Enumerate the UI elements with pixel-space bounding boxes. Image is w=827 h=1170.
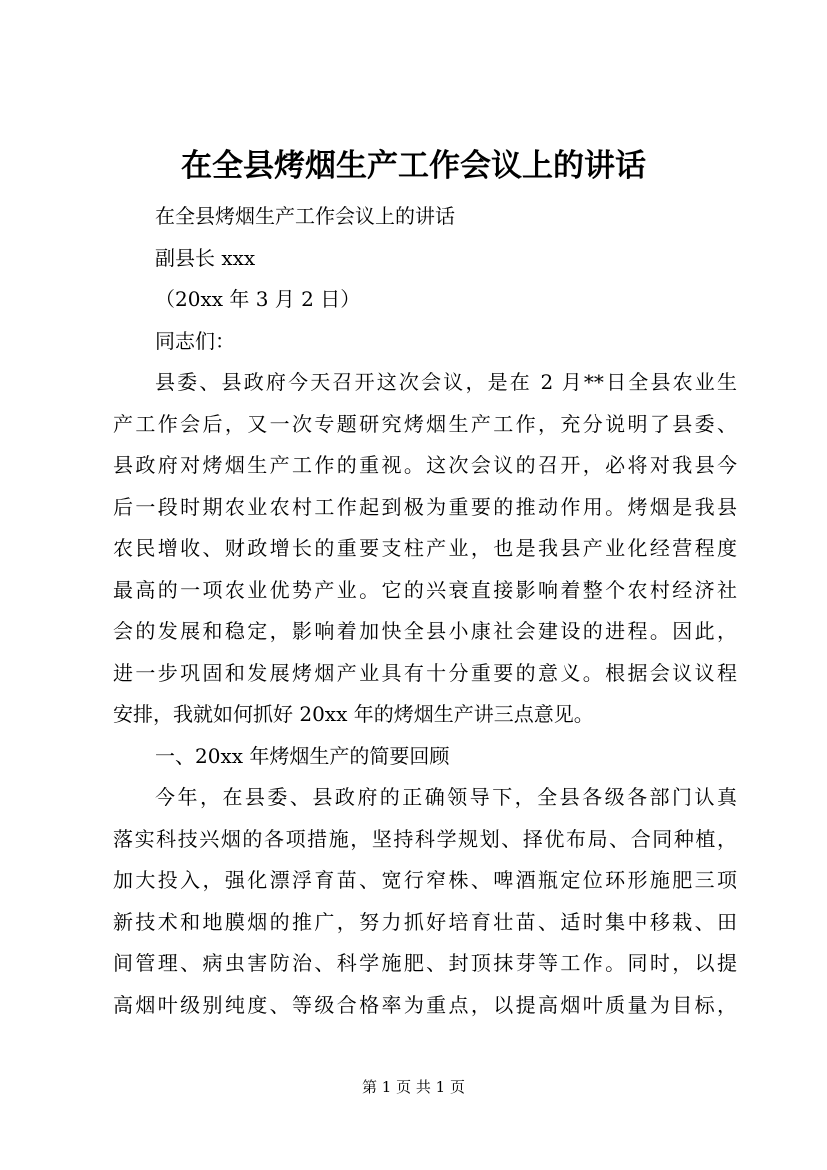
text-line: 落实科技兴烟的各项措施，坚持科学规划、择优布局、合同种植， [113, 826, 737, 851]
text-line: 安排，我就如何抓好 20xx 年的烤烟生产讲三点意见。 [113, 702, 594, 726]
text-line: 最高的一项农业优势产业。它的兴衰直接影响着整个农村经济社 [113, 577, 737, 602]
text-line: 加大投入，强化漂浮育苗、宽行窄株、啤酒瓶定位环形施肥三项 [113, 868, 737, 892]
text-line: 同志们： [155, 328, 235, 353]
text-line: 县委、县政府今天召开这次会议，是在 2 月**日全县农业生 [155, 370, 737, 394]
text-line: 后一段时期农业农村工作起到极为重要的推动作用。烤烟是我县 [113, 494, 737, 519]
document-title: 在全县烤烟生产工作会议上的讲话 [181, 148, 646, 184]
text-line: 今年，在县委、县政府的正确领导下，全县各级各部门认真 [155, 785, 737, 809]
text-line: 高烟叶级别纯度、等级合格率为重点，以提高烟叶质量为目标， [113, 992, 737, 1017]
text-line: 新技术和地膜烟的推广，努力抓好培育壮苗、适时集中移栽、田 [113, 909, 737, 934]
text-line: 农民增收、财政增长的重要支柱产业，也是我县产业化经营程度 [113, 536, 737, 560]
text-line: 在全县烤烟生产工作会议上的讲话 [155, 204, 455, 228]
text-line: 会的发展和稳定，影响着加快全县小康社会建设的进程。因此， [113, 619, 737, 643]
text-line: 产工作会后，又一次专题研究烤烟生产工作，充分说明了县委、 [113, 411, 737, 436]
document-body [113, 196, 737, 1026]
text-line: 进一步巩固和发展烤烟产业具有十分重要的意义。根据会议议程 [113, 660, 737, 685]
text-line: 县政府对烤烟生产工作的重视。这次会议的召开，必将对我县今 [113, 453, 737, 477]
text-line: 间管理、病虫害防治、科学施肥、封顶抹芽等工作。同时，以提 [113, 951, 737, 975]
text-line: 一、20xx 年烤烟生产的简要回顾 [155, 743, 450, 768]
text-line: （20xx 年 3 月 2 日） [155, 287, 361, 311]
text-line: 副县长 xxx [155, 245, 256, 270]
page-footer: 第 1 页 共 1 页 [362, 1078, 465, 1096]
